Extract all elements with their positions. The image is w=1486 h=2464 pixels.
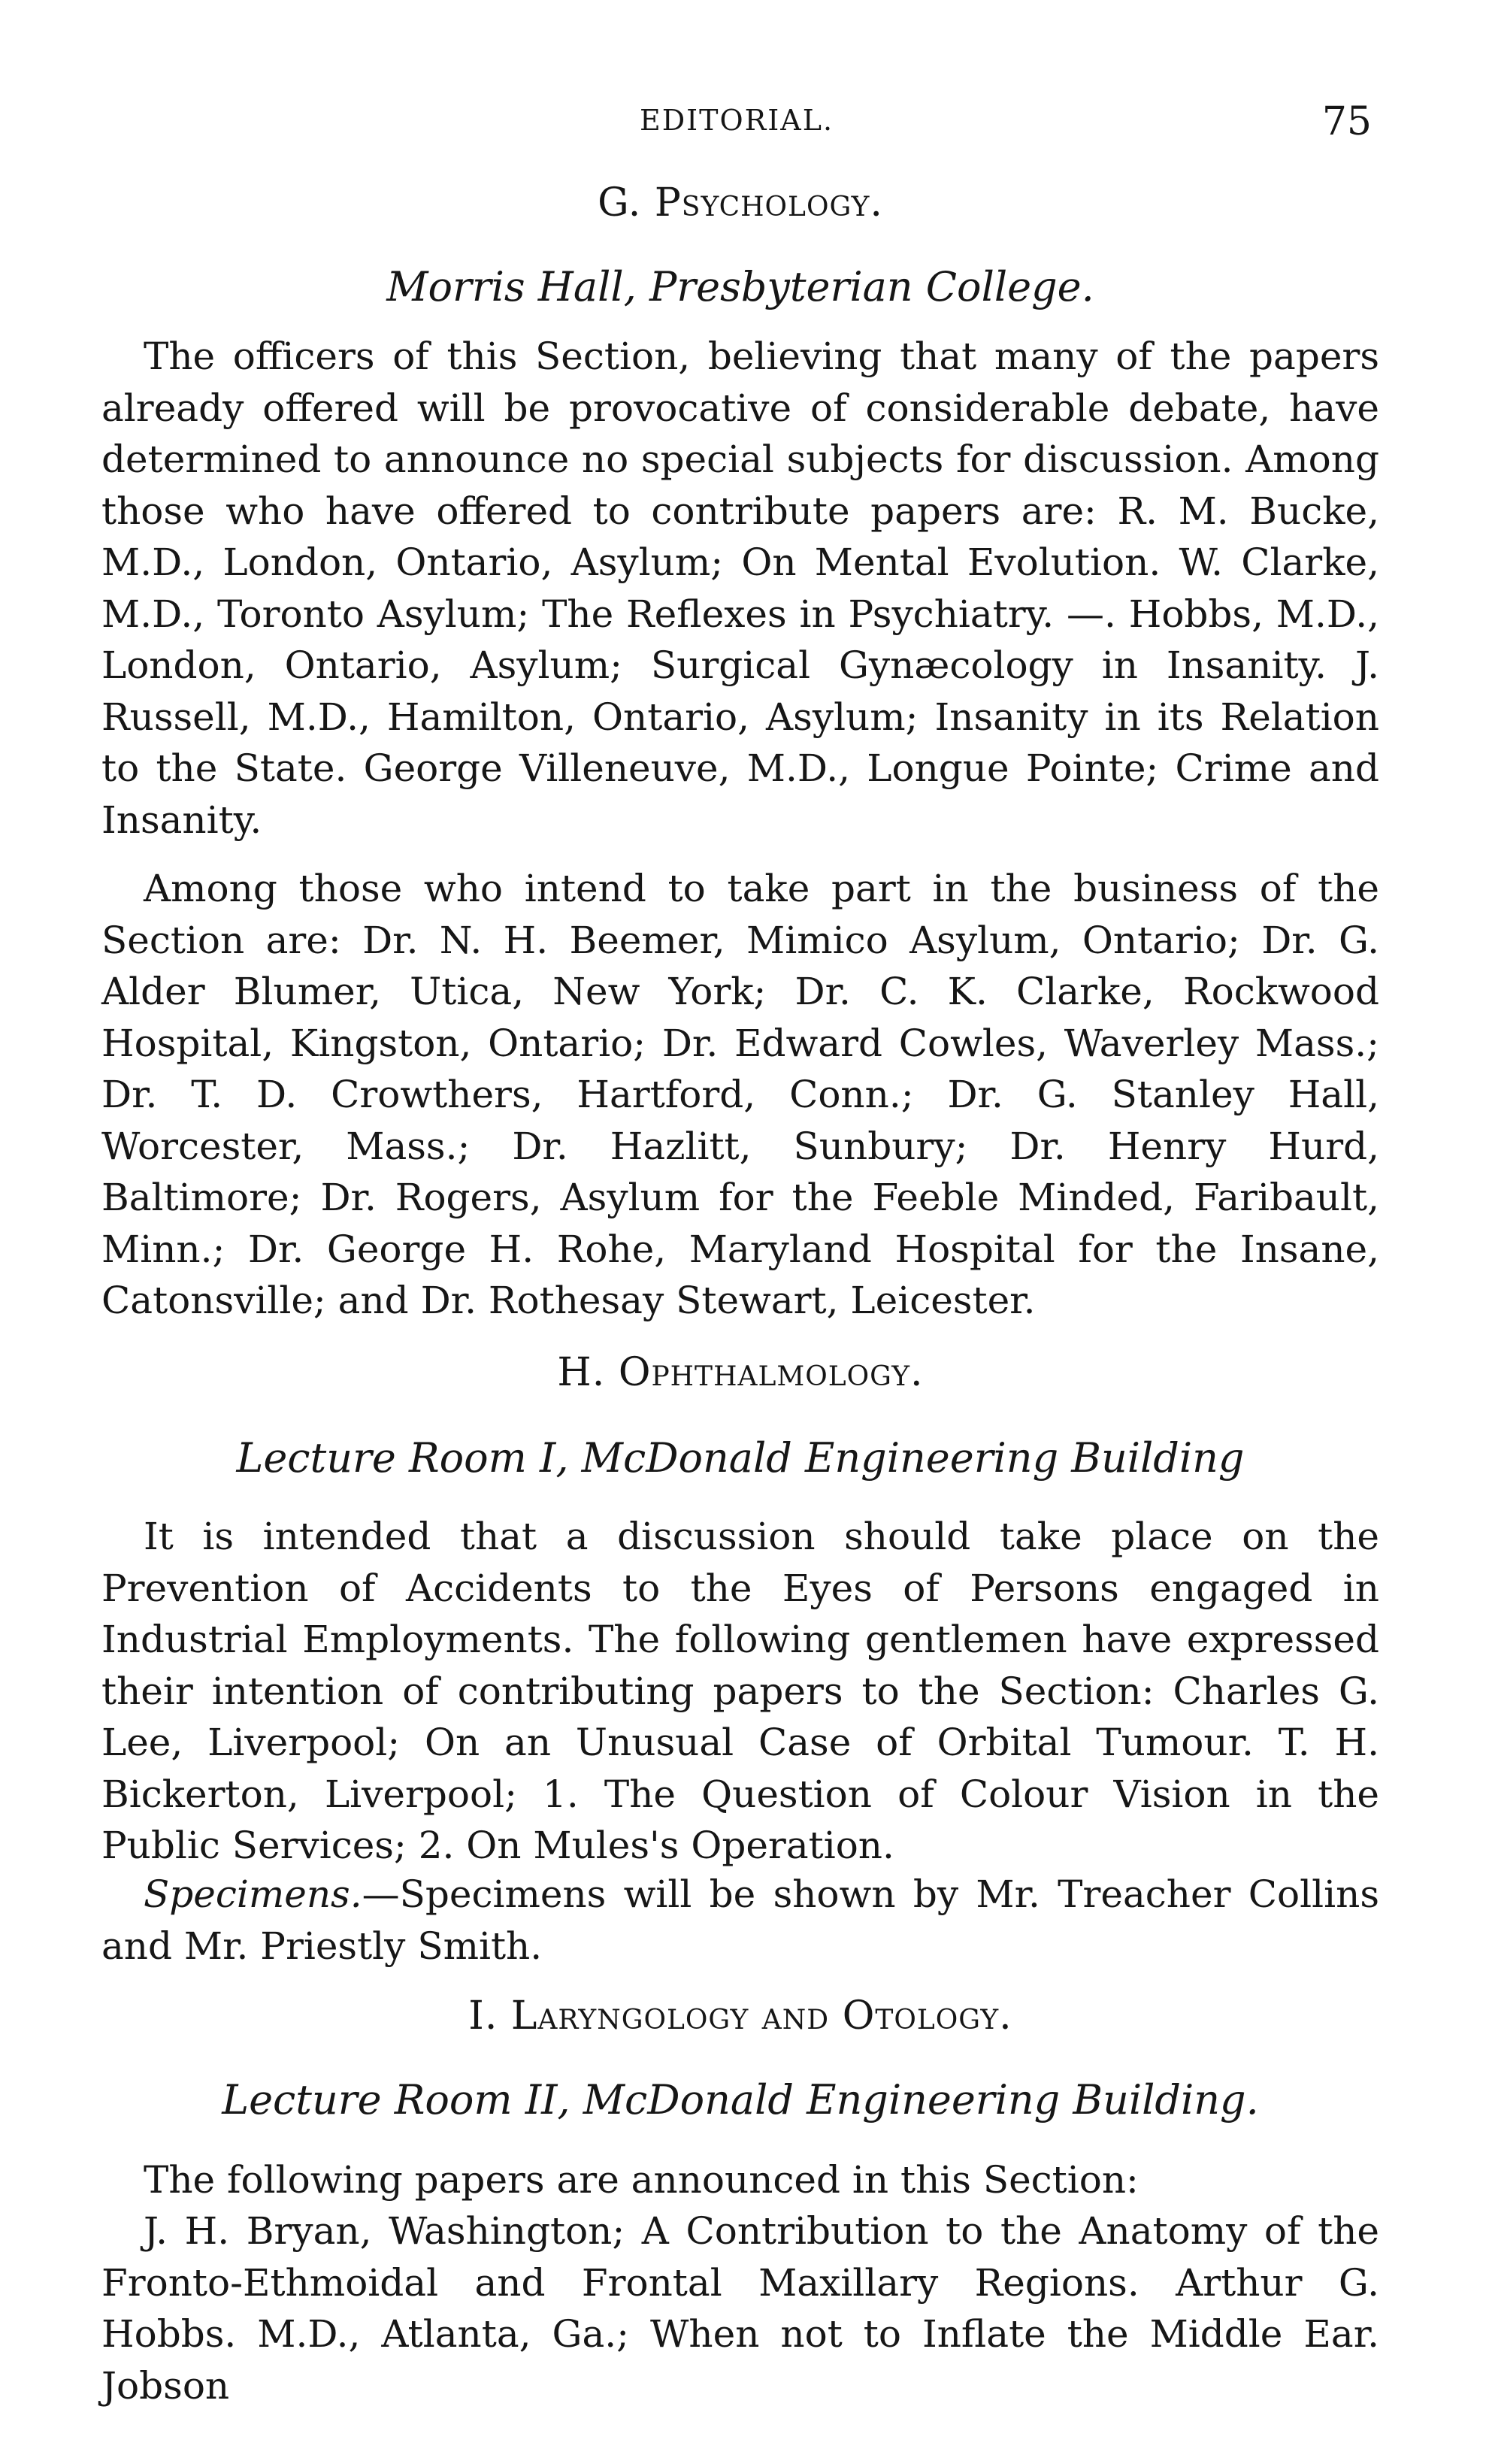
paragraph-laryngology-papers: J. H. Bryan, Washington; A Contribution to the Anatomy of the Fronto-Ethmoidal and Frontal Maxillary Regions. Arthur G. Hobbs. M.D., Atlanta, Ga.; When not to Inflate the Middle Ear. Jobson — [101, 2209, 1379, 2408]
specimens-label: Specimens. — [144, 1872, 362, 1916]
paragraph-psychology-contributors: The officers of this Section, believing that many of the papers already offered will be provocative of considerable debate, have determined to announce no special subjects for discussion. Among those who have offered to contribute papers are: R. M. Bucke, M.D., London, Ontario, Asylum; On Mental Evolution. W. Clarke, M.D., Toronto Asylum; The Reflexes in Psychiatry. —. Hobbs, M.D., London, Ontario, Asylum; Surgical Gynæcology in Insanity. J. Russell, M.D., Hamilton, Ontario, Asylum; Insanity in its Relation to the State. George Villeneuve, M.D., Longue Pointe; Crime and Insanity. — [101, 334, 1379, 842]
paragraph-specimens — [101, 1869, 1379, 1972]
specimens-text: —Specimens will be shown by Mr. Treacher Collins and Mr. Priestly Smith. — [101, 1872, 1379, 1968]
paragraph-ophthalmology: It is intended that a discussion should take place on the Prevention of Accidents to the Eyes of Persons engaged in Industrial Employments. The following gentlemen have expressed their intention of contributing papers to the Section: Charles G. Lee, Liverpool; On an Unusual Case of Orbital Tumour. T. H. Bickerton, Liverpool; 1. The Question of Colour Vision in the Public Services; 2. On Mules's Operation. — [101, 1515, 1379, 1867]
section-title-psychology: G. Psychology. — [598, 180, 883, 226]
section-title-laryngology: I. Laryngology and Otology. — [468, 1993, 1012, 2039]
paragraph-psychology-participants: Among those who intend to take part in the business of the Section are: Dr. N. H. Beemer, Mimico Asylum, Ontario; Dr. G. Alder Blumer, Utica, New York; Dr. C. K. Clarke, Rockwood Hospital, Kingston, Ontario; Dr. Edward Cowles, Waverley Mass.; Dr. T. D. Crowthers, Hartford, Conn.; Dr. G. Stanley Hall, Worcester, Mass.; Dr. Hazlitt, Sunbury; Dr. Henry Hurd, Baltimore; Dr. Rogers, Asylum for the Feeble Minded, Faribault, Minn.; Dr. George H. Rohe, Maryland Hospital for the Insane, Catonsville; and Dr. Rothesay Stewart, Leicester. — [101, 867, 1379, 1322]
paragraph-laryngology-intro: The following papers are announced in this Section: — [144, 2158, 1139, 2202]
section-title-ophthalmology: H. Ophthalmology. — [557, 1350, 924, 1395]
running-title: EDITORIAL. — [639, 104, 834, 137]
venue-ophthalmology: Lecture Room I, McDonald Engineering Building — [236, 1434, 1245, 1482]
page-number: 75 — [1321, 99, 1372, 144]
venue-psychology: Morris Hall, Presbyterian College. — [386, 263, 1094, 310]
venue-laryngology: Lecture Room II, McDonald Engineering Building. — [222, 2076, 1259, 2123]
page-header — [101, 99, 1372, 164]
